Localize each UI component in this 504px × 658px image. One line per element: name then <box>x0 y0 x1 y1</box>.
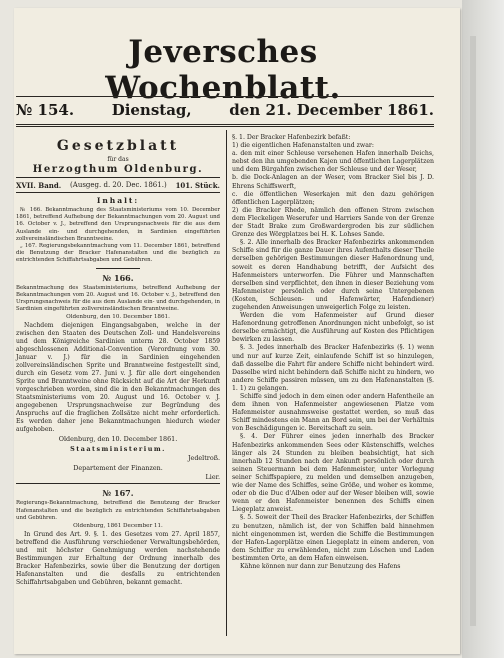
gesetzblatt-rule <box>16 177 220 178</box>
n166-department: Departement der Finanzen. <box>73 463 163 472</box>
n166-paragraph: Nachdem diejenigen Eingangsabgaben, welche in der zwischen den Staaten des Deutschen Zoll- und Handelsvereins und dem Königreiche Sardinien unterm 28. October 1859 abgeschlossenen Additional-Convention (Verordnung vom 30. Januar v. J.) für die in Sardinien eingehenden zollvereinsländischen Sprite und Branntweine festgestellt sind, durch ein Gesetz vom 27. Juni v. J. für alle dort eingehenden Sprite und Branntweine ohne Rücksicht auf die Art der Herkunft vorgeschrieben worden, sind die in den Bekanntmachungen des Staatsministeriums vom 20. August und 16. October v. J. angegebenen Ursprungsnachweise zur Begründung des Anspruchs auf die fraglichen Zollsätze nicht mehr erforderlich. Es werden daher jene Bekanntmachungen hiedurch wieder aufgehoben. <box>16 322 220 434</box>
right-paragraph: §. 4. Der Führer eines jeden innerhalb des Bracker Hafenbezirks ankommenden Sees oder Küstenschiffs, welches länger als 24 Stunden zu bleiben beabsichtigt, hat sich innerhalb 12 Stunden nach der Ankunft persönlich oder durch seinen Steuermann bei dem Hafenmeister, unter Vorlegung seiner Schiffspapiere, zu melden und demselben anzugeben, wie der Name des Schiffes, seine Größe, und woher es komme, oder ob die Duc d'Alben oder auf der Weser bleiben will, sowie wenn er den Hafenmeister benennen des Schiffs einen Liegeplatz anweist. <box>232 433 434 514</box>
gesetzblatt-stueck: 101. Stück. <box>175 181 220 190</box>
gesetzblatt-title: Gesetzblatt <box>56 138 180 154</box>
left-column <box>16 132 220 587</box>
inhalt-item: № 166. Bekanntmachung des Staatsministeriums vom 10. December 1861, betreffend Aufhebung der Bekanntmachungen vom 20. August und 16. October v. J., betreffend den Ursprungsnachweis für die aus dem Auslande ein- und durchgehenden, in Sardinien eingeführten zollvereinsländischen Branntweine. <box>16 207 220 242</box>
masthead-rule-top <box>16 96 434 97</box>
issue-date: den 21. December 1861. <box>229 101 434 119</box>
issue-number: № 154. <box>16 101 75 119</box>
n166-dateline: Oldenburg, den 10. December 1861. <box>66 314 170 321</box>
n166-text <box>16 322 220 434</box>
right-paragraph: §. 5. Soweit der Theil des Bracker Hafenbezirks, der Schiffen zu benutzen, nämlich ist, der von Schiffen bald hinnehmen nicht eingenommen ist, werden die Schiffe die Bestimmungen der Hafen-Lagerplätze einen Liegeplatz in einem anderen, von dem Schiffer zu erwählenden, nicht zum Löschen und Laden bestimmten Orte, an dem Hafen einweisen. <box>232 514 434 562</box>
n166-place: Oldenburg, den 10. December 1861. <box>58 435 178 444</box>
right-paragraph: Kähne können nur dann zur Benutzung des Hafens <box>240 562 401 570</box>
n166-signature: Jedeltroß. <box>187 454 220 463</box>
issue-line <box>16 101 434 119</box>
issue-weekday: Dienstag, <box>111 101 192 119</box>
inhalt-heading: Inhalt: <box>96 196 140 205</box>
right-paragraph: §. 3. Jedes innerhalb des Bracker Hafenbezirks (§. 1) wenn und nur auf kurze Zeit, einlaufende Schiff ist so hinzulegen, daß dasselbe die Fahrt für andere Schiffe nicht behindert wird. Dasselbe wird nicht behindern daß Schiffe nicht zu hindern, wo andere Schiffe passiren müssen, um zu den Hafenanstalten (§. 1. 1) zu gelangen. <box>232 344 434 392</box>
right-paragraph: Schiffe sind jedoch in dem einen oder andern Hafentheile an dem ihnen von Hafenmeister angewiesenen Platze vom Hafenmeister ausnahmsweise gestattet werden, so muß das Schiff mindestens ein Mann an Bord sein, um bei der Verhältnis von Beschädigungen ic. Bereitschaft zu sein. <box>232 393 434 433</box>
gesetzblatt-fuer: für das <box>107 156 129 163</box>
n166-authority <box>16 445 220 453</box>
right-paragraph: §. 2. Alle innerhalb des Bracker Hafenbezirks ankommenden Schiffe sind für die ganze Dauer ihres Aufenthalts dieser Theile derselben gehörigen Bestimmungen dieser Hafenordnung und, soweit es deren Handhabung betrifft, der Aufsicht des Hafenmeisters unterworfen. Die Führer und Mannschaften derselben sind verpflichtet, den ihnen in dieser Beziehung vom Hafenmeister persönlich oder durch seine Untergebenen (Kosten, Schleusen- und Hafenwärter, Hafendiener) zugehenden Anweisungen unweigerlich Folge zu leisten. <box>232 239 434 311</box>
n166-summary: Bekanntmachung des Staatsministeriums, betreffend Aufhebung der Bekanntmachungen vom 20. August und 16. October v. J., betreffend den Ursprungsnachweis für die aus dem Auslande ein- und durchgehenden, in Sardinien eingeführten zollvereinsländischen Branntweine. <box>16 284 220 313</box>
n166-number: № 166. <box>102 272 134 283</box>
n167-paragraph: In Grund des Art. 9. §. 1. des Gesetzes vom 27. April 1857, betreffend die Ausführung verschiedener Verwaltungsbehörden, und mit höchster Genehmigung werden nachstehende Bestimmungen zur Erhaltung der Ordnung innerhalb des Bracker Hafenbezirks, sowie über die Benutzung der dortigen Hafenanstalten und die desfalls zu entrichtenden Schiffahrtsabgaben und Gebühren, bekannt gemacht. <box>16 531 220 587</box>
right-text <box>232 134 434 571</box>
gesetzblatt-band: XVII. Band. <box>16 181 62 190</box>
masthead-rule-bottom <box>16 124 434 127</box>
right-paragraph: Werden die vom Hafenmeister auf Grund dieser Hafenordnung getroffenen Anordnungen nicht unbefolgt, so ist derselbe ermächtigt, die Ausführung auf Kosten des Pflichtigen bewirken zu lassen. <box>232 312 434 344</box>
n167-number: № 167. <box>102 488 134 499</box>
separator-2 <box>16 483 220 484</box>
column-divider <box>226 130 227 636</box>
right-column <box>232 134 434 571</box>
n167-dateline: Oldenburg, 1861 December 11. <box>73 523 163 530</box>
n166-secretary: Lier. <box>205 473 220 482</box>
newspaper-page <box>14 8 460 654</box>
separator <box>96 268 140 269</box>
gesetzblatt-meta <box>16 181 220 190</box>
right-paragraph: §. 1. Der Bracker Hafenbezirk befaßt: 1) die eigentlichen Hafenanstalten und zwar: a. den mit einer Schleuse versehenen Hafen innerhalb Deichs, nebst den ihn umgebenden Kajen und öffentlichen Lagerplätzen und dem Bürgahfen zwischen der Schleuse und der Weser, b. die Dock-Anlagen an der Weser, vom Bracker Siel bis J. D. Ehrens Schiffswerft, c. die öffentlichen Weserkajen mit den dazu gehörigen öffentlichen Lagerplätzen; 2) die Bracker Rhede, nämlich den offenen Strom zwischen dem Fleckeligen Weserufer und Harriers Sande von der Grenze der Stadt Brake zum Großwardergroden bis zur südlichen Grenze des Wörgplatzes bei H. K. Lohses Sande. <box>232 134 434 239</box>
n167-summary: Regierungs-Bekanntmachung, betreffend die Benutzung der Bracker Hafenanstalten und die bezüglich zu entrichtenden Schiffahrtsabgaben und Gebühren. <box>16 500 220 521</box>
inhalt-list <box>16 207 220 265</box>
gesetzblatt-rule-2 <box>16 192 220 193</box>
masthead-title: Jeversches Wochenblatt. <box>105 34 341 106</box>
n166-authority-text: Staatsministerium. <box>70 444 166 453</box>
inhalt-item: „ 167. Regierungsbekanntmachung vom 11. December 1861, betreffend die Benutzung der Bracker Hafenanstalten und die bezüglich zu entrichtenden Schiffahrtsabgaben und Gebühren. <box>16 243 220 264</box>
gesetzblatt-region: Herzogthum Oldenburg. <box>32 164 204 175</box>
gesetzblatt-ausgegeben: (Ausgeg. d. 20. Dec. 1861.) <box>70 181 167 189</box>
n167-text <box>16 531 220 587</box>
book-fore-edge <box>462 0 504 658</box>
